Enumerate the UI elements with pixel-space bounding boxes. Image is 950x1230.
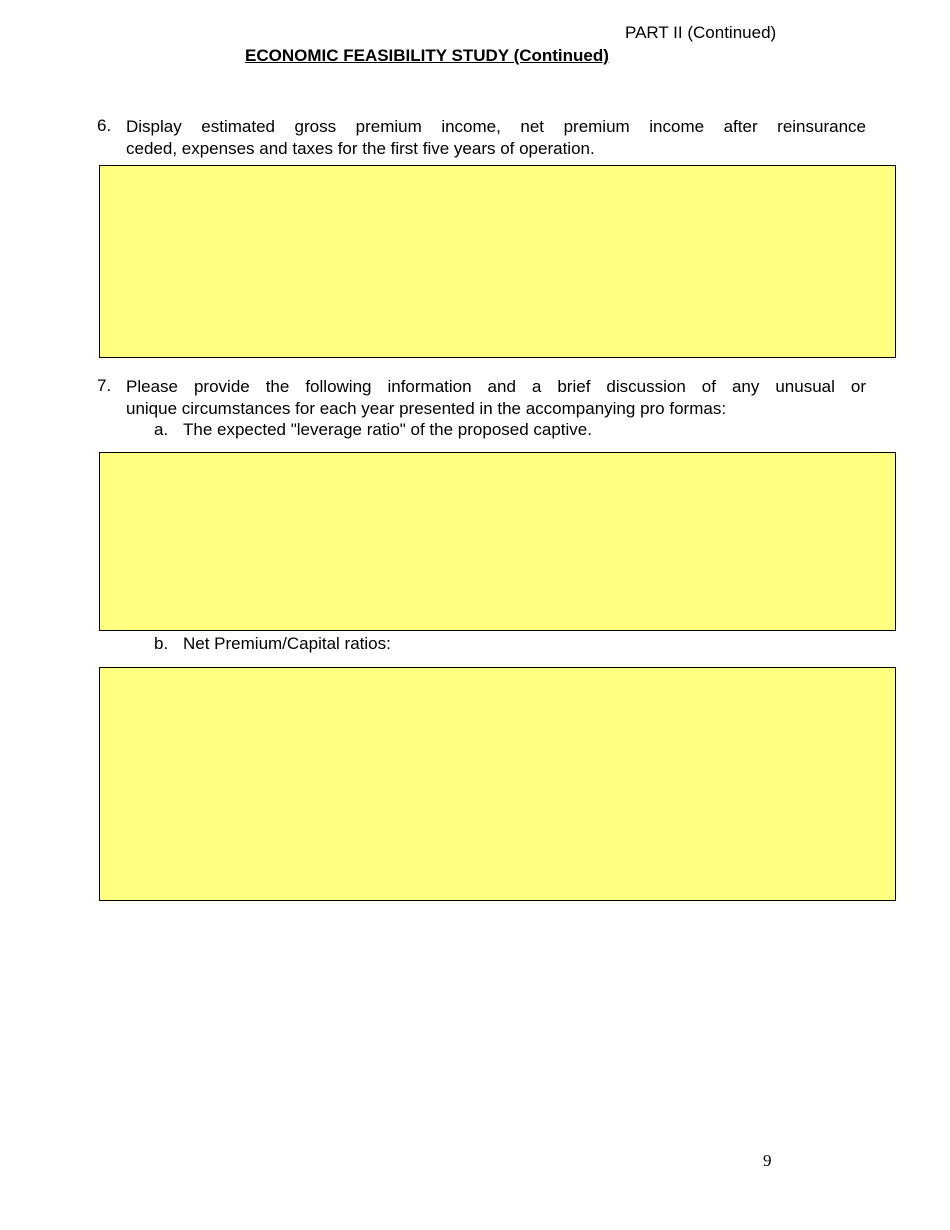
page-number: 9 [763, 1151, 772, 1170]
question-7b-item [154, 634, 391, 654]
question-6-answer-box[interactable] [99, 165, 896, 358]
part-label: PART II (Continued) [625, 23, 777, 42]
question-7-number: 7. [97, 376, 112, 395]
question-7a-letter: a. [154, 420, 169, 439]
question-7b-text: Net Premium/Capital ratios: [183, 634, 391, 653]
question-7a-answer-box[interactable] [99, 452, 896, 631]
question-7a-text: The expected "leverage ratio" of the proposed captive. [183, 420, 592, 439]
page-title: ECONOMIC FEASIBILITY STUDY (Continued) [245, 46, 609, 65]
question-7b-letter: b. [154, 634, 169, 653]
question-7a-item [154, 420, 592, 440]
question-7-text [126, 376, 866, 420]
question-6-number: 6. [97, 116, 112, 135]
question-7-line-1: Please provide the following information and a brief discussion of any unusual or [126, 377, 866, 396]
question-7b-answer-box[interactable] [99, 667, 896, 901]
question-6-line-1: Display estimated gross premium income, net premium income after reinsurance [126, 117, 866, 136]
question-6-line-2: ceded, expenses and taxes for the first five years of operation. [126, 139, 595, 158]
question-6-text [126, 116, 866, 160]
question-7-line-2: unique circumstances for each year presented in the accompanying pro formas: [126, 399, 727, 418]
